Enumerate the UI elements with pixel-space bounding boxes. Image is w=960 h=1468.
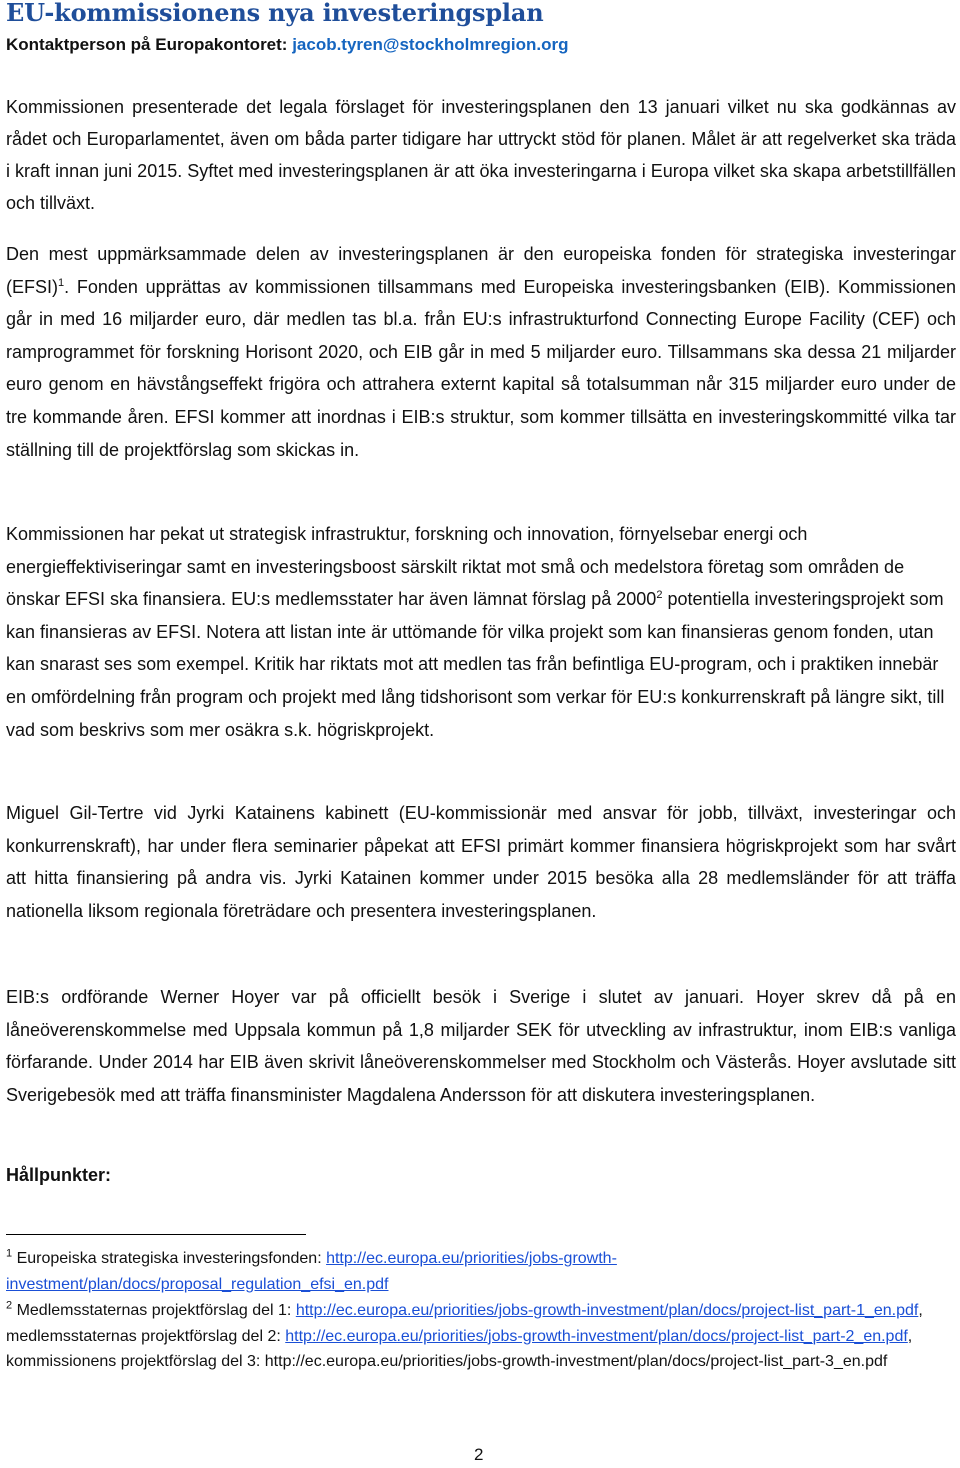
footnote-1 <box>6 1246 956 1297</box>
paragraph-strategic-text-b: potentiella investeringsprojekt som kan finansieras av EFSI. Notera att listan inte är uttömande för vilka projekt som kan finansieras genom fonden, utan kan snarast ses som exempel. Kritik har riktats mot att medlen tas från befintliga EU-program, och i praktiken innebär en omfördelning från program och projekt med lång tidshorisont som verkar för EU:s konkurrenskraft på längre sikt, till vad som beskrivs som mer osäkra s.k. högriskprojekt. <box>6 589 945 740</box>
footnote-2-text-3: , kommissionens projektförslag del 3: http://ec.europa.eu/priorities/jobs-growth-investment/plan/docs/project-list_part-3_en.pdf <box>6 1327 913 1370</box>
paragraph-strategic-areas <box>6 518 956 746</box>
footnote-divider <box>6 1234 306 1235</box>
footnote-2-text-1: Medlemsstaternas projektförslag del 1: <box>12 1302 296 1319</box>
paragraph-gil-tertre: Miguel Gil-Tertre vid Jyrki Katainens kabinett (EU-kommissionär med ansvar för jobb, tillväxt, investeringar och konkurrenskraft), har under flera seminarier påpekat att EFSI primärt kommer finansiera högriskprojekt som har svårt att hitta finansiering på andra vis. Jyrki Katainen kommer under 2015 besöka alla 28 medlemsländer för att träffa nationella liksom regionala företrädare och presentera investeringsplanen. <box>6 803 956 921</box>
contact-line <box>6 35 569 55</box>
footnote-2-text-2: , medlemsstaternas projektförslag del 2: <box>6 1302 923 1345</box>
paragraph-legal-proposal: Kommissionen presenterade det legala förslaget för investeringsplanen den 13 januari vilket nu ska godkännas av rådet och Europarlamentet, även om båda parter tidigare har uttryckt stöd för planen. Målet är att regelverket ska träda i kraft innan juni 2015. Syftet med investeringsplanen är att öka investeringarna i Europa vilket ska skapa arbetstillfällen och tillväxt. <box>6 97 956 213</box>
paragraph-eib-hoyer: EIB:s ordförande Werner Hoyer var på officiellt besök i Sverige i slutet av januari. Hoyer skrev då på en låneöverenskommelse med Uppsala kommun på 1,8 miljarder SEK för utveckling av infrastruktur, inom EIB:s vanliga förfarande. Under 2014 har EIB även skrivit låneöverenskommelser med Stockholm och Västerås. Hoyer avslutade sitt Sverigebesök med att träffa finansminister Magdalena Andersson för att diskutera investeringsplanen. <box>6 987 956 1105</box>
page-number: 2 <box>474 1445 484 1464</box>
footnote-2-link-2[interactable]: http://ec.europa.eu/priorities/jobs-growth-investment/plan/docs/project-list_part-2_en.pdf <box>285 1327 908 1345</box>
paragraph-efsi-text-b: . Fonden upprättas av kommissionen tillsammans med Europeiska investeringsbanken (EIB). Kommissionen går in med 16 miljarder euro, där medlen tas bl.a. från EU:s infrastrukturfond Connecting Europe Facility (CEF) och ramprogrammet för forskning Horisont 2020, och EIB går in med 5 miljarder euro. Tillsammans ska dessa 21 miljarder euro genom en hävstångseffekt frigöra och attrahera externt kapital så totalsumman når 315 miljarder euro under de tre kommande åren. EFSI kommer att inordnas i EIB:s struktur, som kommer tillsätta en investeringskommitté vilka tar ställning till de projektförslag som skickas in. <box>6 276 956 460</box>
footnote-2-link-1[interactable]: http://ec.europa.eu/priorities/jobs-growth-investment/plan/docs/project-list_part-1_en.pdf <box>295 1302 919 1319</box>
contact-label: Kontaktperson på Europakontoret: <box>6 35 293 54</box>
footnote-1-text: Europeiska strategiska investeringsfonden: <box>12 1250 327 1267</box>
footnote-1-number: 1 <box>6 1247 13 1260</box>
paragraph-efsi-text-a: Den mest uppmärksammade delen av investeringsplanen är den europeiska fonden för strategiska investeringar (EFSI) <box>6 244 956 297</box>
footnote-2-number: 2 <box>6 1299 13 1312</box>
heading-hallpunkter: Hållpunkter: <box>6 1165 112 1185</box>
contact-email-link[interactable]: jacob.tyren@stockholmregion.org <box>292 35 569 54</box>
paragraph-strategic-text-a: Kommissionen har pekat ut strategisk infrastruktur, forskning och innovation, förnyelsebar energi och energieffektiviseringar samt en investeringsboost särskilt riktat mot små och medelstora företag som områden de önskar EFSI ska finansiera. EU:s medlemsstater har även lämnat förslag på 2000 <box>6 524 905 610</box>
footnote-ref-2: 2 <box>656 589 663 602</box>
footnote-ref-1: 1 <box>58 276 65 289</box>
footnote-2 <box>6 1298 956 1375</box>
paragraph-efsi <box>6 238 956 466</box>
page-title: EU-kommissionens nya investeringsplan <box>6 0 544 27</box>
footnote-1-link[interactable]: http://ec.europa.eu/priorities/jobs-growth-investment/plan/docs/proposal_regulation_efsi_en.pdf <box>6 1250 617 1293</box>
